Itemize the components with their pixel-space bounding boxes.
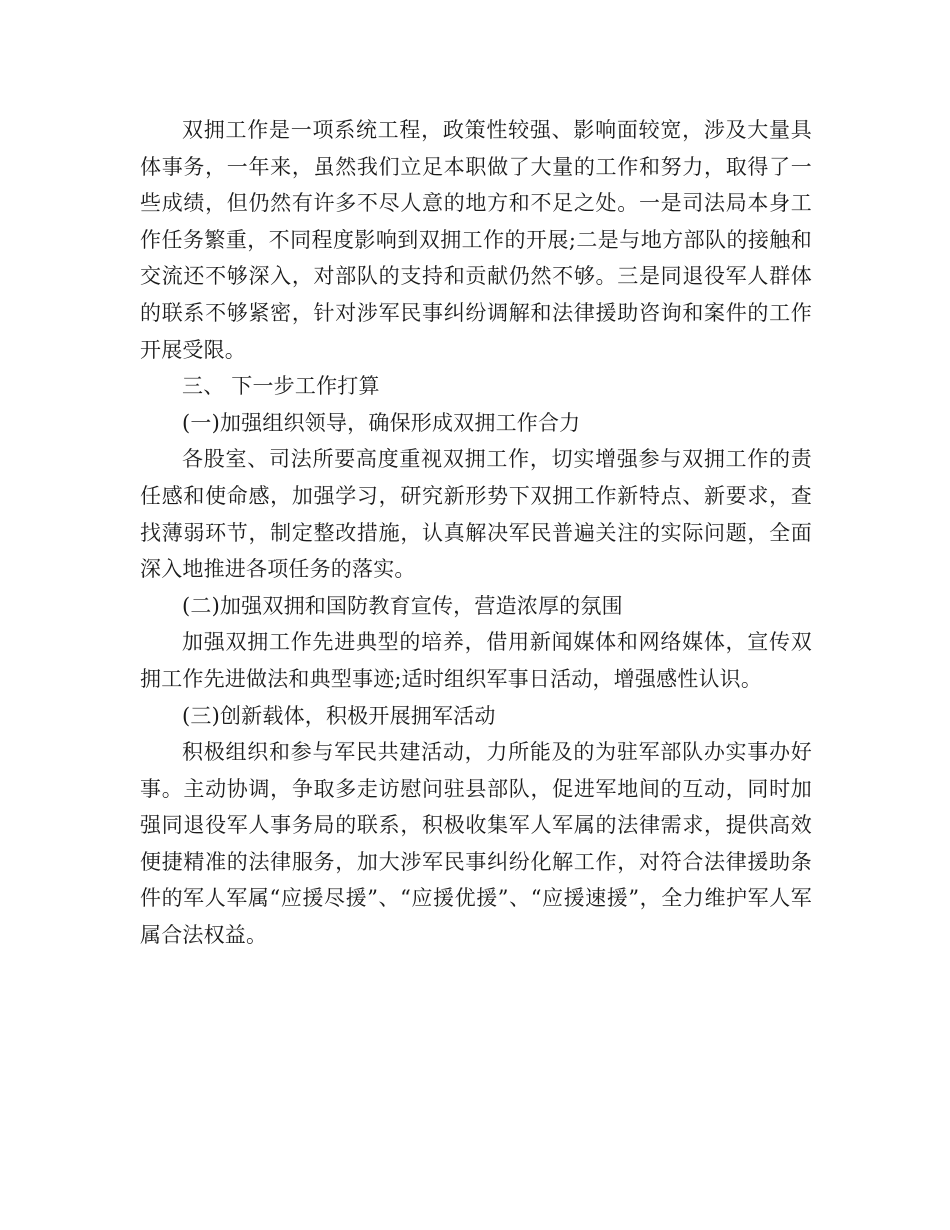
paragraph-activities: 积极组织和参与军民共建活动，力所能及的为驻军部队办实事办好事。主动协调，争取多走访慰问驻县部队，促进军地间的互动，同时加强同退役军人事务局的联系，积极收集军人军属的法律需求，提供高效便捷精准的法律服务，加大涉军民事纠纷化解工作，对符合法律援助条件的军人军属“应援尽援”、“应援优援”、“应援速援”，全力维护军人军属合法权益。 bbox=[140, 740, 812, 948]
subheading-publicity: (二)加强双拥和国防教育宣传，营造浓厚的氛围 bbox=[182, 593, 623, 618]
section-heading-next-steps: 三、 下一步工作打算 bbox=[182, 374, 380, 399]
document-body bbox=[140, 112, 812, 954]
subheading-activities: (三)创新载体，积极开展拥军活动 bbox=[182, 703, 496, 728]
paragraph-publicity: 加强双拥工作先进典型的培养，借用新闻媒体和网络媒体，宣传双拥工作先进做法和典型事迹;适时组织军事日活动，增强感性认识。 bbox=[140, 630, 812, 691]
paragraph-organization: 各股室、司法所要高度重视双拥工作，切实增强参与双拥工作的责任感和使命感，加强学习，研究新形势下双拥工作新特点、新要求，查找薄弱环节，制定整改措施，认真解决军民普遍关注的实际问题，全面深入地推进各项任务的落实。 bbox=[140, 447, 812, 582]
subheading-organization: (一)加强组织领导，确保形成双拥工作合力 bbox=[182, 410, 581, 435]
paragraph-shortcomings: 双拥工作是一项系统工程，政策性较强、影响面较宽，涉及大量具体事务，一年来，虽然我们立足本职做了大量的工作和努力，取得了一些成绩，但仍然有许多不尽人意的地方和不足之处。一是司法局本身工作任务繁重，不同程度影响到双拥工作的开展;二是与地方部队的接触和交流还不够深入，对部队的支持和贡献仍然不够。三是同退役军人群体的联系不够紧密，针对涉军民事纠纷调解和法律援助咨询和案件的工作开展受限。 bbox=[140, 118, 812, 362]
